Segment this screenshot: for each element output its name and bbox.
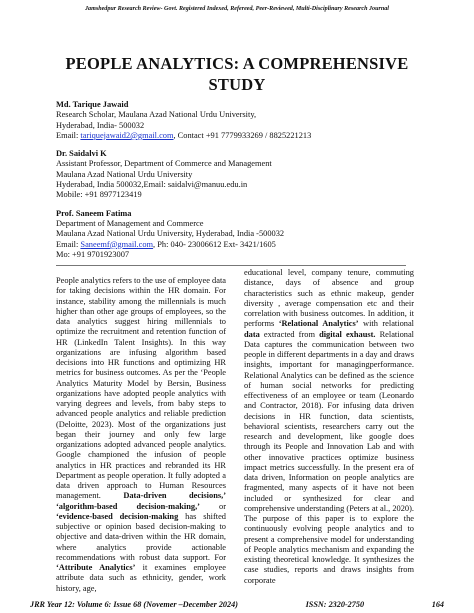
author-mobile: Mo: +91 9701923007 — [56, 249, 130, 259]
email-label: Email: — [56, 130, 81, 140]
email-link[interactable]: Saneemf@gmail.com — [80, 239, 154, 249]
author-3 — [56, 209, 436, 260]
footer-issn: ISSN: 2320-2750 — [305, 600, 365, 609]
body-emphasis: ‘Relational Analytics’ — [278, 319, 359, 329]
section-divider — [56, 265, 406, 266]
author-mobile: Mobile: +91 8977123419 — [56, 190, 142, 200]
author-address: Hyderabad, India 500032,Email: saidalvi@manuu.edu.in — [56, 180, 248, 190]
body-emphasis: digital exhaust. — [319, 329, 376, 339]
author-2 — [56, 149, 436, 200]
contact-text: , Ph: 040- 23006612 Ext- 3421/1605 — [153, 239, 276, 249]
author-affiliation: Department of Management and Commerce — [56, 218, 204, 228]
paper-title — [20, 53, 454, 95]
email-link[interactable]: tariquejawaid2@gmail.com — [80, 130, 174, 140]
author-contact — [56, 240, 436, 250]
body-text: or — [199, 501, 226, 511]
body-paragraph — [244, 268, 414, 586]
author-address: Hyderabad, India- 500032 — [56, 120, 145, 130]
body-emphasis: ‘evidence-based decision-making — [56, 511, 179, 521]
body-text: has shifted subjective or opinion based decision-making to objective and data-driven within the HR domain, where analytics provide actionable recommendations with robust data support. For — [56, 511, 226, 562]
body-emphasis: ‘Attribute Analytics’ — [56, 563, 136, 572]
author-institution: Maulana Azad National Urdu University — [56, 169, 193, 179]
author-affiliation: Research Scholar, Maulana Azad National Urdu University, — [56, 110, 257, 120]
author-name: Md. Tarique Jawaid — [56, 100, 129, 109]
page-footer — [30, 600, 444, 609]
body-column-left — [56, 268, 226, 594]
body-paragraph — [56, 276, 226, 594]
page-number: 164 — [431, 600, 444, 609]
column-gap — [56, 268, 226, 276]
author-affiliation: Assistant Professor, Department of Commerce and Management — [56, 159, 272, 169]
author-contact — [56, 131, 436, 141]
body-emphasis: data — [244, 329, 260, 339]
footer-issue: JRR Year 12: Volume 6: Issue 68 (Novemer –December 2024) — [30, 600, 238, 609]
body-column-right — [244, 268, 414, 586]
body-text: Relational Data captures the communication between two people in different departments in a day and draws insights, important for managingperformance. Relational Analytics can be defined as the science of human social networks for predicting effectiveness of an employee or team (Leonardo and Contractor, 2018). For infusing data driven decisions in HR function, data scientists, behavioral scientists, researchers carry out the research and development, like google does through its People and Innovation Lab and with other innovative practices optimize business impact metrics successfully. In the present era of data driven, Information on people analytics are fragmented, many aspects of it have not been included or synthesized for clear and comprehensive understanding (Peters at al., 2020). The purpose of this paper is to explore the continuously evolving people analytics and to present a comprehensive model for understanding of People analytics mechanism and expanding the existing theoretical knowledge. It synthesizes the case studies, reports and draws insights from corporate — [244, 329, 415, 585]
author-1 — [56, 100, 436, 141]
email-label: Email: — [56, 239, 81, 249]
journal-header: Jamshedpur Research Review- Govt. Registered Indexed, Refereed, Peer-Reviewed, Multi-Disciplinary Research Journal — [85, 6, 389, 12]
body-text: with relational — [358, 319, 414, 329]
author-block — [56, 100, 436, 268]
title-line-1: PEOPLE ANALYTICS: A COMPREHENSIVE — [65, 54, 409, 73]
body-text: extracted from — [259, 329, 320, 339]
body-text: it examines employee attribute data such as ethnicity, gender, work history, age, — [56, 563, 226, 593]
body-text: People analytics refers to the use of employee data for taking decisions within the HR domain. For instance, stability among the millennials is much higher than other age groups of employees, so the data analytics suggest hiring millennials to optimize the recruitment and retention function of HR (LinkedIn Talent Insights). In this way organizations are infusing algorithm based decisions into HR functions and optimizing HR metrics for business outcomes. As per the ‘People Analytics Maturity Model by Bersin, Business organizations have adopted people analytics with varying degrees and levels, from baby steps to advanced people analytics and reliable prediction (Deloitte, 2023). Most of the organizations just began their journey and only few large organizations adopted advanced people analytics. Google championed the infusion of people analytics in HR practices and rebranded its HR Department as people operation. It fully adopted a data driven approach to Human Resources management. — [56, 276, 226, 501]
author-name: Prof. Saneem Fatima — [56, 208, 132, 218]
body-text: educational level, company tenure, commuting distance, days of absence and group characteristics such as ethnic makeup, gender diversity , average compensation etc and their correlation with business outcomes. In addition, it performs — [244, 268, 414, 329]
body-emphasis: Data-driven decisions,’ ‘algorithm-based decision-making,’ — [56, 491, 226, 511]
title-line-2: STUDY — [208, 75, 266, 94]
author-institution: Maulana Azad National Urdu University, Hyderabad, India -500032 — [56, 229, 285, 239]
author-name: Dr. Saidalvi K — [56, 149, 107, 159]
contact-text: , Contact +91 7779933269 / 8825221213 — [173, 130, 312, 140]
